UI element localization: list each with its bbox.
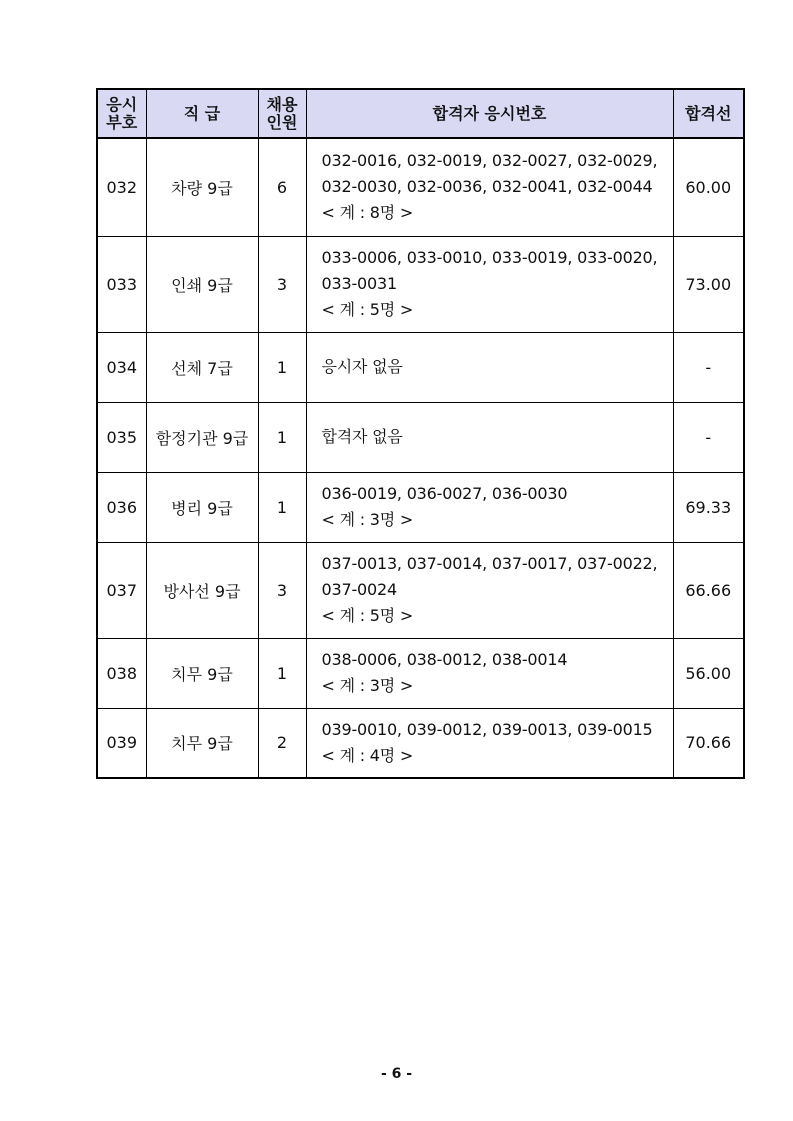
- exam-code-cell: 039: [97, 708, 146, 778]
- position-cell: 치무 9급: [146, 638, 258, 708]
- table-row: [97, 708, 744, 778]
- hire-count-cell: 1: [258, 332, 306, 402]
- table-row: [97, 138, 744, 236]
- passer-numbers-line: 032-0030, 032-0036, 032-0041, 032-0044: [321, 177, 653, 197]
- passer-numbers-line: 038-0006, 038-0012, 038-0014: [321, 650, 568, 669]
- table-row: [97, 542, 744, 638]
- hire-count-cell: 3: [258, 236, 306, 332]
- passer-numbers-cell: [306, 638, 673, 708]
- hire-count-cell: 1: [258, 402, 306, 472]
- passer-numbers-line: 032-0016, 032-0019, 032-0027, 032-0029,: [321, 151, 658, 171]
- results-table: [96, 88, 745, 779]
- header-hire-count: [258, 89, 306, 138]
- header-cutoff-score: 합격선: [673, 89, 744, 138]
- position-cell: 방사선 9급: [146, 542, 258, 638]
- cutoff-score-cell: 73.00: [673, 236, 744, 332]
- table-row: [97, 472, 744, 542]
- passer-numbers-line: 033-0006, 033-0010, 033-0019, 033-0020,: [321, 248, 658, 267]
- header-hire-count-line1: 채용: [266, 94, 298, 114]
- exam-code-cell: 038: [97, 638, 146, 708]
- passer-total-count: < 계 : 3명 >: [321, 510, 414, 529]
- table-row: [97, 638, 744, 708]
- passer-numbers-line: 033-0031: [321, 274, 397, 293]
- hire-count-cell: 6: [258, 138, 306, 236]
- passer-total-count: < 계 : 4명 >: [321, 745, 414, 765]
- cutoff-score-cell: 56.00: [673, 638, 744, 708]
- position-cell: 함정기관 9급: [146, 402, 258, 472]
- passer-numbers-cell: [306, 542, 673, 638]
- passer-numbers-line: 응시자 없음: [321, 357, 403, 376]
- passer-total-count: < 계 : 3명 >: [321, 676, 414, 695]
- passer-numbers-cell: [306, 138, 673, 236]
- passer-numbers-cell: [306, 708, 673, 778]
- passer-numbers-cell: [306, 236, 673, 332]
- passer-numbers-cell: [306, 332, 673, 402]
- hire-count-cell: 1: [258, 472, 306, 542]
- passer-total-count: < 계 : 5명 >: [321, 300, 414, 319]
- exam-code-cell: 032: [97, 138, 146, 236]
- header-passer-numbers: 합격자 응시번호: [306, 89, 673, 138]
- table-row: [97, 402, 744, 472]
- position-cell: 병리 9급: [146, 472, 258, 542]
- passer-total-count: < 계 : 5명 >: [321, 606, 414, 625]
- passer-numbers-line: 합격자 없음: [321, 427, 403, 446]
- cutoff-score-cell: 60.00: [673, 138, 744, 236]
- passer-numbers-cell: [306, 402, 673, 472]
- exam-code-cell: 037: [97, 542, 146, 638]
- table-row: [97, 332, 744, 402]
- hire-count-cell: 3: [258, 542, 306, 638]
- passer-numbers-cell: [306, 472, 673, 542]
- passer-numbers-line: 039-0010, 039-0012, 039-0013, 039-0015: [321, 719, 653, 739]
- passer-total-count: < 계 : 8명 >: [321, 203, 414, 223]
- exam-code-cell: 034: [97, 332, 146, 402]
- passer-numbers-line: 036-0019, 036-0027, 036-0030: [321, 484, 568, 503]
- cutoff-score-cell: -: [673, 332, 744, 402]
- hire-count-cell: 1: [258, 638, 306, 708]
- cutoff-score-cell: 69.33: [673, 472, 744, 542]
- table-header-row: [97, 89, 744, 138]
- position-cell: 선체 7급: [146, 332, 258, 402]
- table-body: [97, 138, 744, 778]
- page-number: - 6 -: [380, 1066, 413, 1082]
- exam-code-cell: 035: [97, 402, 146, 472]
- passer-numbers-line: 037-0013, 037-0014, 037-0017, 037-0022,: [321, 554, 658, 573]
- header-position: 직 급: [146, 89, 258, 138]
- cutoff-score-cell: 66.66: [673, 542, 744, 638]
- hire-count-cell: 2: [258, 708, 306, 778]
- cutoff-score-cell: 70.66: [673, 708, 744, 778]
- header-hire-count-line2: 인원: [266, 112, 298, 132]
- table-row: [97, 236, 744, 332]
- header-exam-code-line2: 부호: [106, 112, 138, 132]
- passer-numbers-line: 037-0024: [321, 580, 397, 599]
- position-cell: 차량 9급: [146, 138, 258, 236]
- exam-code-cell: 036: [97, 472, 146, 542]
- header-exam-code-line1: 응시: [106, 94, 138, 114]
- position-cell: 인쇄 9급: [146, 236, 258, 332]
- cutoff-score-cell: -: [673, 402, 744, 472]
- position-cell: 치무 9급: [146, 708, 258, 778]
- header-exam-code: [97, 89, 146, 138]
- exam-code-cell: 033: [97, 236, 146, 332]
